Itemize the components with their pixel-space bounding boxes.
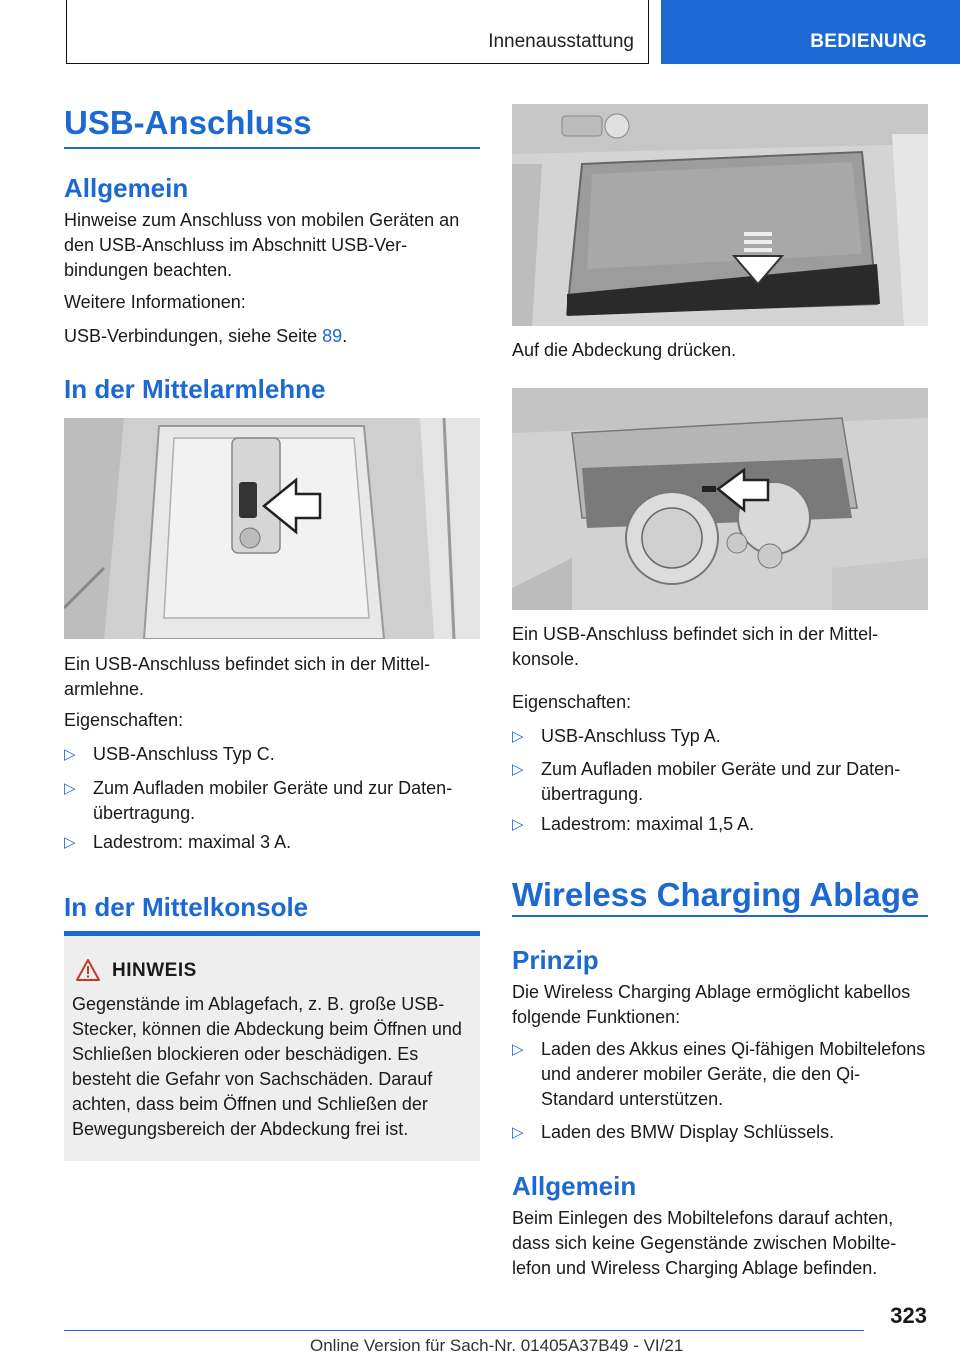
console-prop-item: ▷ Ladestrom: maximal 1,5 A. [512, 812, 928, 837]
footer-online-version: Online Version für Sach-Nr. 01405A37B49 - VI/21 [310, 1336, 684, 1355]
bullet-icon: ▷ [64, 834, 76, 851]
prinzip-heading: Prinzip [512, 945, 599, 975]
wireless-title-rule [512, 915, 928, 917]
armrest-prop-item: ▷ Ladestrom: maximal 3 A. [64, 830, 480, 855]
console-usb-image [512, 388, 928, 610]
bullet-icon: ▷ [64, 746, 76, 763]
wireless-charging-title: Wireless Charging Ablage [512, 876, 920, 913]
console-props-label: Eigenschaften: [512, 692, 632, 712]
prinzip-item: ▷ Laden des Akkus eines Qi-fähigen Mobiltelefons und anderer mobiler Geräte, die den Qi-Standard unterstützen. [512, 1039, 926, 1109]
reference-text: USB-Verbindungen, siehe Seite [64, 326, 323, 346]
armrest-prop-item: ▷ Zum Aufladen mobiler Geräte und zur Datenübertragung. [64, 778, 453, 823]
console-heading: In der Mittelkonsole [64, 892, 309, 922]
header-chapter-label: BEDIENUNG [810, 31, 927, 52]
footer-rule [64, 1330, 864, 1331]
allgemein-wc-text: Beim Einlegen des Mobiltelefons darauf achten, dass sich keine Gegenstände zwischen Mobiltelefon und Wireless Charging Ablage befinden. [512, 1208, 897, 1278]
armrest-usb-image [64, 418, 480, 639]
warning-icon [76, 959, 100, 981]
bullet-icon: ▷ [64, 780, 76, 797]
allgemein-wc-heading: Allgemein [512, 1171, 637, 1201]
usb-title: USB-Anschluss [64, 104, 312, 141]
prinzip-text: Die Wireless Charging Ablage ermöglicht kabellos folgende Funktionen: [512, 982, 911, 1027]
console-prop-item: ▷ USB-Anschluss Typ A. [512, 724, 928, 749]
console-cover-image [512, 104, 928, 326]
bullet-icon: ▷ [512, 728, 524, 745]
bullet-icon: ▷ [512, 816, 524, 833]
armrest-heading: In der Mittelarmlehne [64, 374, 326, 404]
allgemein-heading: Allgemein [64, 173, 189, 203]
armrest-caption: Ein USB-Anschluss befindet sich in der Mittelarmlehne. [64, 654, 431, 699]
notice-title: HINWEIS [112, 960, 197, 981]
cover-caption: Auf die Abdeckung drücken. [512, 340, 737, 360]
page-number: 323 [890, 1303, 927, 1328]
header-section-box [66, 0, 649, 64]
reference-page-link[interactable]: 89 [322, 326, 343, 346]
armrest-prop-item: ▷ USB-Anschluss Typ C. [64, 742, 480, 767]
more-info-label: Weitere Informationen: [64, 292, 246, 312]
bullet-icon: ▷ [512, 761, 524, 778]
prinzip-item: ▷ Laden des BMW Display Schlüssels. [512, 1120, 928, 1145]
notice-text: Gegenstände im Ablagefach, z. B. große USB-Stecker, können die Abdeckung beim Öffnen und Schließen blockieren oder beschädigen. Es besteht die Gefahr von Sachschäden. Darauf achten, dass beim Öffnen und Schließen der Bewegungsbereich der Abdeckung frei ist. [72, 994, 462, 1139]
allgemein-text: Hinweise zum Anschluss von mobilen Geräten an den USB-Anschluss im Abschnitt USB-Verbindungen beachten. [64, 210, 460, 280]
header-section-label: Innenausstattung [488, 31, 634, 52]
console-caption: Ein USB-Anschluss befindet sich in der Mittelkonsole. [512, 624, 879, 669]
reference-end: . [342, 326, 348, 346]
bullet-icon: ▷ [512, 1041, 524, 1058]
bullet-icon: ▷ [512, 1124, 524, 1141]
console-prop-item: ▷ Zum Aufladen mobiler Geräte und zur Datenübertragung. [512, 759, 901, 804]
reference-line [64, 324, 347, 349]
header-chapter-tab [661, 0, 960, 64]
notice-box [64, 931, 480, 1161]
armrest-props-label: Eigenschaften: [64, 710, 184, 730]
title-rule [64, 147, 480, 149]
